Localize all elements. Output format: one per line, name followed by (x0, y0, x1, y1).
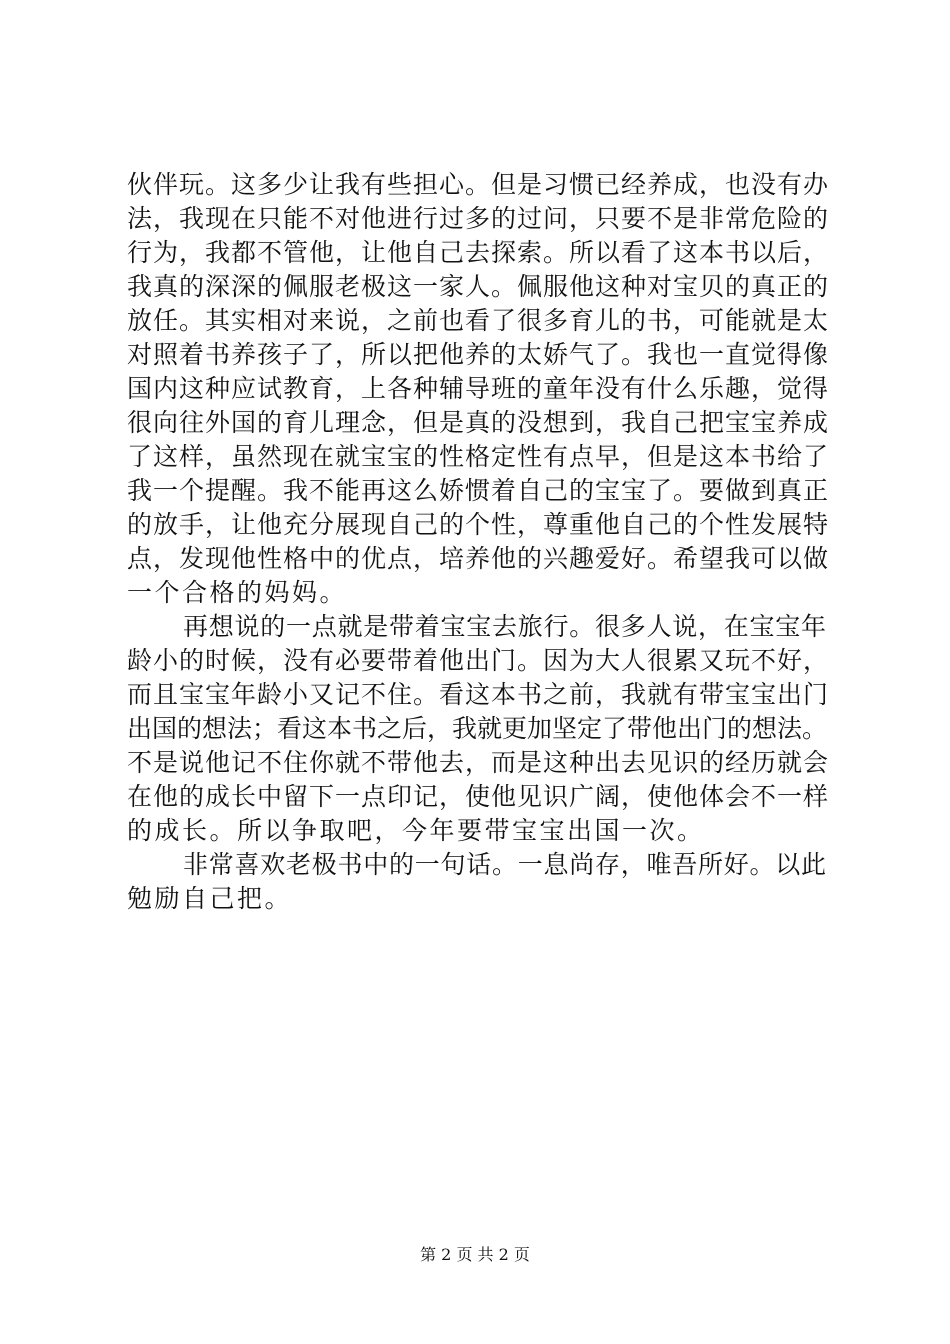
text-line: 在他的成长中留下一点印记，使他见识广阔，使他体会不一样 (127, 782, 830, 811)
text-line: 不是说他记不住你就不带他去，而是这种出去见识的经历就会 (127, 748, 830, 777)
text-line: 再想说的一点就是带着宝宝去旅行。很多人说，在宝宝年 (183, 612, 827, 641)
page-number-label: 第 2 页 共 2 页 (420, 1245, 530, 1264)
text-line: 行为，我都不管他，让他自己去探索。所以看了这本书以后， (127, 238, 830, 267)
body-text (127, 168, 832, 916)
text-line: 的成长。所以争取吧，今年要带宝宝出国一次。 (127, 816, 705, 845)
paragraph-1 (127, 168, 832, 610)
text-line: 法，我现在只能不对他进行过多的过问，只要不是非常危险的 (127, 204, 830, 233)
page-footer (0, 1244, 950, 1266)
text-line: 出国的想法；看这本书之后，我就更加坚定了带他出门的想法。 (127, 714, 828, 743)
text-line: 伙伴玩。这多少让我有些担心。但是习惯已经养成，也没有办 (127, 170, 830, 199)
text-line: 放任。其实相对来说，之前也看了很多育儿的书，可能就是太 (127, 306, 830, 335)
text-line: 的放手，让他充分展现自己的个性，尊重他自己的个性发展特 (127, 510, 830, 539)
paragraph-3 (127, 848, 832, 916)
text-line: 对照着书养孩子了，所以把他养的太娇气了。我也一直觉得像 (127, 340, 830, 369)
paragraph-2 (127, 610, 832, 848)
text-line: 点，发现他性格中的优点，培养他的兴趣爱好。希望我可以做 (127, 544, 830, 573)
text-line: 勉励自己把。 (127, 884, 293, 913)
text-line: 我真的深深的佩服老极这一家人。佩服他这种对宝贝的真正的 (127, 272, 830, 301)
text-line: 国内这种应试教育，上各种辅导班的童年没有什么乐趣，觉得 (127, 374, 830, 403)
text-line: 非常喜欢老极书中的一句话。一息尚存，唯吾所好。以此 (183, 850, 827, 879)
text-line: 我一个提醒。我不能再这么娇惯着自己的宝宝了。要做到真正 (127, 476, 830, 505)
text-line: 一个合格的妈妈。 (127, 578, 348, 607)
text-line: 而且宝宝年龄小又记不住。看这本书之前，我就有带宝宝出门 (127, 680, 830, 709)
text-line: 龄小的时候，没有必要带着他出门。因为大人很累又玩不好， (127, 646, 830, 675)
text-line: 很向往外国的育儿理念，但是真的没想到，我自己把宝宝养成 (127, 408, 830, 437)
text-line: 了这样，虽然现在就宝宝的性格定性有点早，但是这本书给了 (127, 442, 830, 471)
